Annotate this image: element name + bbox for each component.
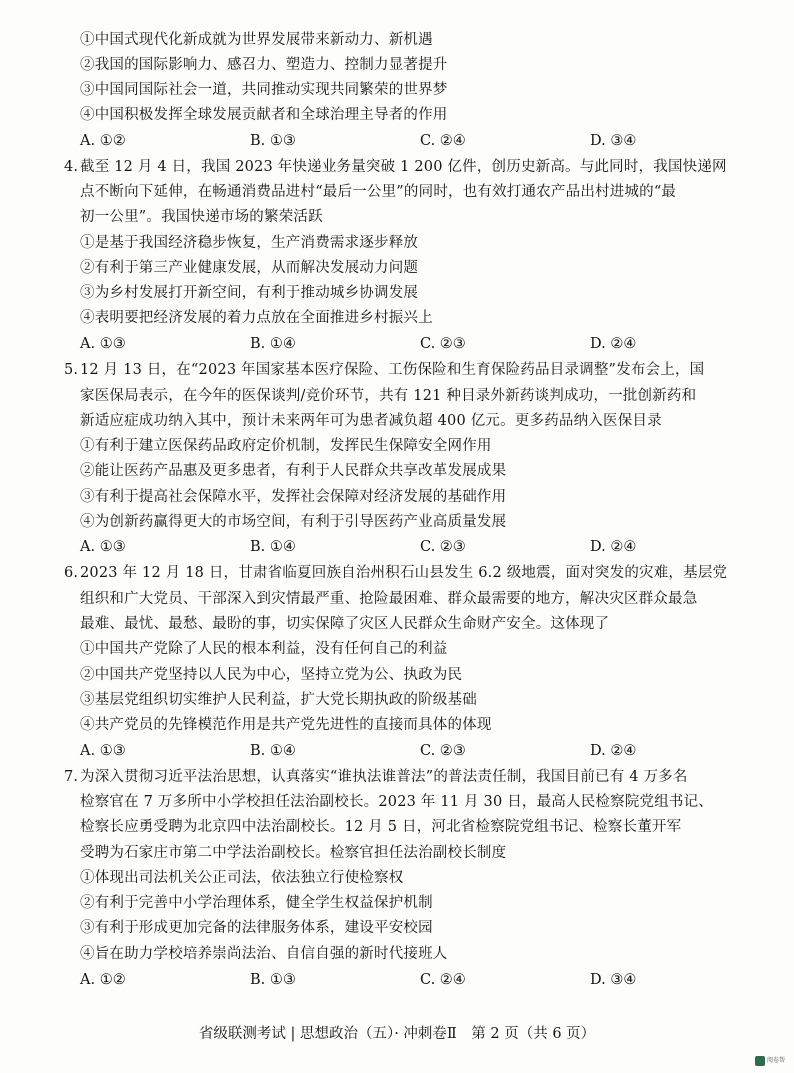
q3-option-c[interactable]: C. ②④ [420,133,466,149]
q5-stem-line-2: 家医保局表示，在今年的医保谈判/竞价环节，共有 121 种目录外新药谈判成功，一批创新药和 [80,388,697,404]
q6-option-d[interactable]: D. ②④ [590,743,637,759]
q7-stem-line-1 [64,767,688,787]
q6-item-3: ③基层党组织切实维护人民利益，扩大党长期执政的阶级基础 [80,692,477,708]
q5-option-b[interactable]: B. ①④ [250,539,296,555]
q6-option-a[interactable]: A. ①③ [80,743,126,759]
q7-option-d[interactable]: D. ③④ [590,972,637,988]
corner-badge [755,1055,785,1067]
q6-item-4: ④共产党员的先锋模范作用是共产党先进性的直接而具体的体现 [80,717,492,733]
q5-item-3: ③有利于提高社会保障水平，发挥社会保障对经济发展的基础作用 [80,489,507,505]
q4-item-3: ③为乡村发展打开新空间，有利于推动城乡协调发展 [80,285,419,301]
q7-option-b[interactable]: B. ①③ [250,972,296,988]
q5-stem-line-3: 新适应症成功纳入其中，预计未来两年可为患者减负超 400 亿元。更多药品纳入医保目录 [80,413,662,429]
q6-stem-line-3: 最难、最忧、最愁、最盼的事，切实保障了灾区人民群众生命财产安全。这体现了 [80,616,610,632]
q5-option-d[interactable]: D. ②④ [590,539,637,555]
q5-stem-text-1: 12 月 13 日，在“2023 年国家基本医疗保险、工伤保险和生育保险药品目录调整”发布会上，国 [80,362,705,378]
q7-item-2: ②有利于完善中小学治理体系，健全学生权益保护机制 [80,895,433,911]
q3-option-b[interactable]: B. ①③ [250,133,296,149]
q4-item-4: ④表明要把经济发展的着力点放在全面推进乡村振兴上 [80,310,433,326]
q4-option-d[interactable]: D. ②④ [590,336,637,352]
q5-item-1: ①有利于建立医保药品政府定价机制，发挥民生保障安全网作用 [80,438,492,454]
q3-option-a[interactable]: A. ①② [80,133,126,149]
q4-option-c[interactable]: C. ②③ [420,336,466,352]
q6-stem-line-2: 组织和广大党员、干部深入到灾情最严重、抢险最困难、群众最需要的地方，解决灾区群众最急 [80,591,698,607]
q7-item-3: ③有利于形成更加完备的法律服务体系，建设平安校园 [80,920,433,936]
q4-option-b[interactable]: B. ①④ [250,336,296,352]
q6-item-1: ①中国共产党除了人民的根本利益，没有任何自己的利益 [80,641,448,657]
q5-option-c[interactable]: C. ②③ [420,539,466,555]
q3-item-2: ②我国的国际影响力、感召力、塑造力、控制力显著提升 [80,57,448,73]
q5-item-4: ④为创新药赢得更大的市场空间，有利于引导医药产业高质量发展 [80,514,507,530]
q5-option-a[interactable]: A. ①③ [80,539,126,555]
q5-stem-line-1 [64,360,705,380]
q7-number: 7. [64,769,79,785]
q4-stem-text-1: 截至 12 月 4 日，我国 2023 年快递业务量突破 1 200 亿件，创历史新高。与此同时，我国快递网 [80,159,727,175]
q3-item-1: ①中国式现代化新成就为世界发展带来新动力、新机遇 [80,32,433,48]
q7-item-4: ④旨在助力学校培养崇尚法治、自信自强的新时代接班人 [80,946,448,962]
page-footer: 省级联测考试 | 思想政治（五）· 冲刺卷Ⅱ 第 2 页（共 6 页） [198,1026,596,1042]
q4-stem-line-3: 初一公里”。我国快递市场的繁荣活跃 [80,209,323,225]
q5-number: 5. [64,362,79,378]
q6-stem-line-1 [64,563,728,583]
q7-option-c[interactable]: C. ②④ [420,972,466,988]
q4-item-2: ②有利于第三产业健康发展，从而解决发展动力问题 [80,260,419,276]
q7-item-1: ①体现出司法机关公正司法，依法独立行使检察权 [80,870,404,886]
q6-item-2: ②中国共产党坚持以人民为中心，坚持立党为公、执政为民 [80,667,463,683]
q7-option-a[interactable]: A. ①② [80,972,126,988]
logo-icon [755,1056,765,1066]
q4-stem-line-1 [64,157,727,177]
badge-text: 阅卷帮 [767,1057,786,1064]
q3-item-4: ④中国积极发挥全球发展贡献者和全球治理主导者的作用 [80,107,448,123]
q3-item-3: ③中国同国际社会一道，共同推动实现共同繁荣的世界梦 [80,82,448,98]
q4-option-a[interactable]: A. ①③ [80,336,126,352]
q6-option-c[interactable]: C. ②③ [420,743,466,759]
q7-stem-line-2: 检察官在 7 万多所中小学校担任法治副校长。2023 年 11 月 30 日，最高人民检察院党组书记、 [80,794,713,810]
q6-number: 6. [64,565,79,581]
q4-item-1: ①是基于我国经济稳步恢复，生产消费需求逐步释放 [80,235,419,251]
q7-stem-line-3: 检察长应勇受聘为北京四中法治副校长。12 月 5 日，河北省检察院党组书记、检察长董开军 [80,819,682,835]
q4-stem-line-2: 点不断向下延伸，在畅通消费品进村“最后一公里”的同时，也有效打通农产品出村进城的“最 [80,184,677,200]
q6-stem-text-1: 2023 年 12 月 18 日，甘肃省临夏回族自治州积石山县发生 6.2 级地震，面对突发的灾难，基层党 [80,565,728,581]
q7-stem-line-4: 受聘为石家庄市第二中学法治副校长。检察官担任法治副校长制度 [80,845,507,861]
q7-stem-text-1: 为深入贯彻习近平法治思想，认真落实“谁执法谁普法”的普法责任制，我国目前已有 4 万多名 [80,769,688,785]
q6-option-b[interactable]: B. ①④ [250,743,296,759]
q5-item-2: ②能让医药产品惠及更多患者，有利于人民群众共享改革发展成果 [80,463,507,479]
q4-number: 4. [64,159,79,175]
q3-option-d[interactable]: D. ③④ [590,133,637,149]
